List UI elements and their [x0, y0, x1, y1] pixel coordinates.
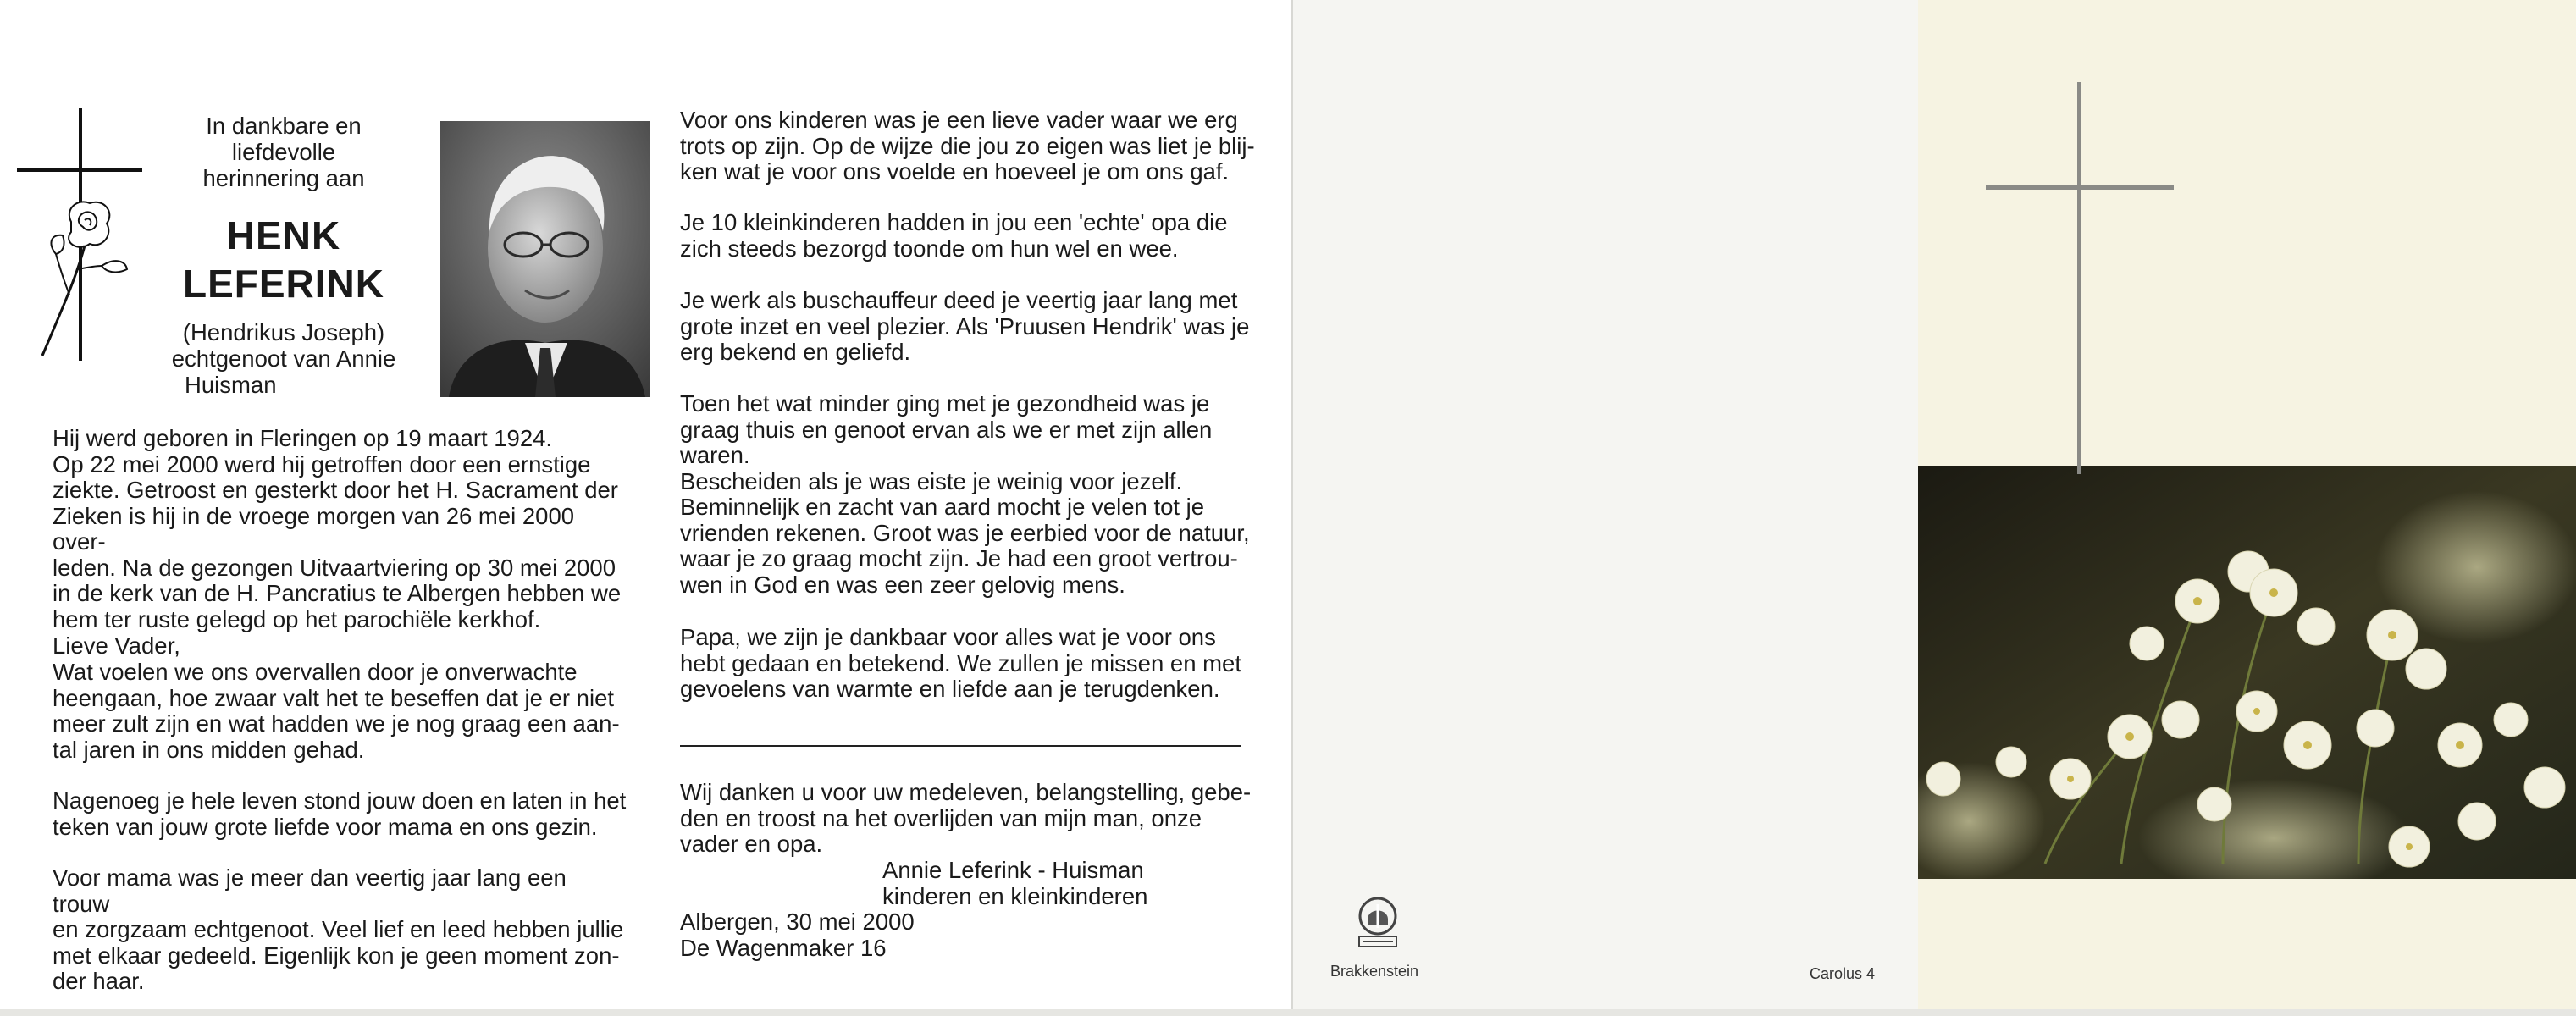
- card-code: Carolus 4: [1810, 965, 1876, 982]
- intro-line-1: In dankbare en: [206, 113, 362, 139]
- memorial-paragraph-1: Voor ons kinderen was je een lieve vader waar we erg trots op zijn. Op de wijze die jou zo eigen was liet je blij- ken wat je voor ons voelde en hoeveel je om ons gaf.: [680, 107, 1255, 185]
- memorial-paragraph-3: Je werk als buschauffeur deed je veertig jaar lang met grote inzet en veel plezier. Als 'Pruusen Hendrik' was je erg bekend en geliefd.: [680, 287, 1250, 365]
- intro-line-3: herinnering aan: [202, 165, 365, 191]
- memorial-paragraph-4: Toen het wat minder ging met je gezondheid was je graag thuis en genoot ervan als we er met zijn allen waren. Bescheiden als je was eiste je weinig voor jezelf. Beminnelijk en zacht van aard mocht je velen tot je vrienden rekenen. Groot was je eerbied voor de natuur, waar je zo graag mocht zijn. Je had een groot vertrou- wen in God en was een zeer gelovig mens.: [680, 390, 1250, 598]
- divider-line: [680, 745, 1241, 747]
- letter-paragraph-1: Wat voelen we ons overvallen door je onverwachte heengaan, hoe zwaar valt het te beseffen dat je er niet meer zult zijn en wat hadden we je nog graag een aan- tal jaren in ons midden gehad.: [53, 659, 620, 763]
- memorial-paragraph-5: Papa, we zijn je dankbaar voor alles wat je voor ons hebt gedaan en betekend. We zullen je missen en met gevoelens van warmte en liefde aan je terugdenken.: [680, 624, 1241, 702]
- publisher-logo-icon: [1354, 896, 1401, 952]
- deceased-full-name: (Hendrikus Joseph): [182, 319, 385, 345]
- flower-photo: [1918, 466, 2576, 879]
- card-back: [1291, 0, 1920, 1016]
- spouse-line-1: echtgenoot van Annie: [171, 345, 396, 372]
- portrait-photo: [440, 121, 650, 397]
- biography-text: Hij werd geboren in Fleringen op 19 maart 1924. Op 22 mei 2000 werd hij getroffen door een ernstige ziekte. Getroost en gesterkt door het H. Sacrament der Zieken is hij in de vroege morgen van 26 mei 2000 over- leden. Na de gezongen Uitvaartviering op 30 mei 2000 in de kerk van de H. Pancratius te Albergen hebben we hem ter ruste gelegd op het parochiële kerkhof.: [53, 425, 622, 632]
- salutation: Lieve Vader,: [53, 632, 180, 659]
- signature-text: Annie Leferink - Huisman kinderen en kleinkinderen: [882, 857, 1148, 909]
- deceased-last-name: LEFERINK: [183, 262, 384, 306]
- cross-with-rose-icon: [17, 108, 144, 364]
- cover-cross-vertical: [2077, 82, 2081, 474]
- card-cover: [1918, 0, 2576, 1016]
- address: De Wagenmaker 16: [680, 935, 887, 961]
- thanks-text: Wij danken u voor uw medeleven, belangstelling, gebe- den en troost na het overlijden van mijn man, onze vader en opa.: [680, 779, 1252, 857]
- deceased-first-name: HENK: [226, 213, 341, 257]
- card-bottom-edge: [0, 1009, 2576, 1016]
- letter-paragraph-2: Nagenoeg je hele leven stond jouw doen en laten in het teken van jouw grote liefde voor mama en ons gezin.: [53, 787, 627, 840]
- spouse-line-2: Huisman: [185, 372, 277, 398]
- memorial-paragraph-2: Je 10 kleinkinderen hadden in jou een 'echte' opa die zich steeds bezorgd toonde om hun wel en wee.: [680, 209, 1228, 262]
- intro-line-2: liefdevolle: [231, 139, 336, 165]
- letter-paragraph-3: Voor mama was je meer dan veertig jaar lang een trouw en zorgzaam echtgenoot. Veel lief en leed hebben jullie met elkaar gedeeld. Eigenlijk kon je geen moment zon- der haar.: [53, 864, 624, 994]
- publisher-name: Brakkenstein: [1330, 963, 1419, 980]
- cover-cross-horizontal: [1986, 185, 2174, 190]
- place-date: Albergen, 30 mei 2000: [680, 908, 915, 935]
